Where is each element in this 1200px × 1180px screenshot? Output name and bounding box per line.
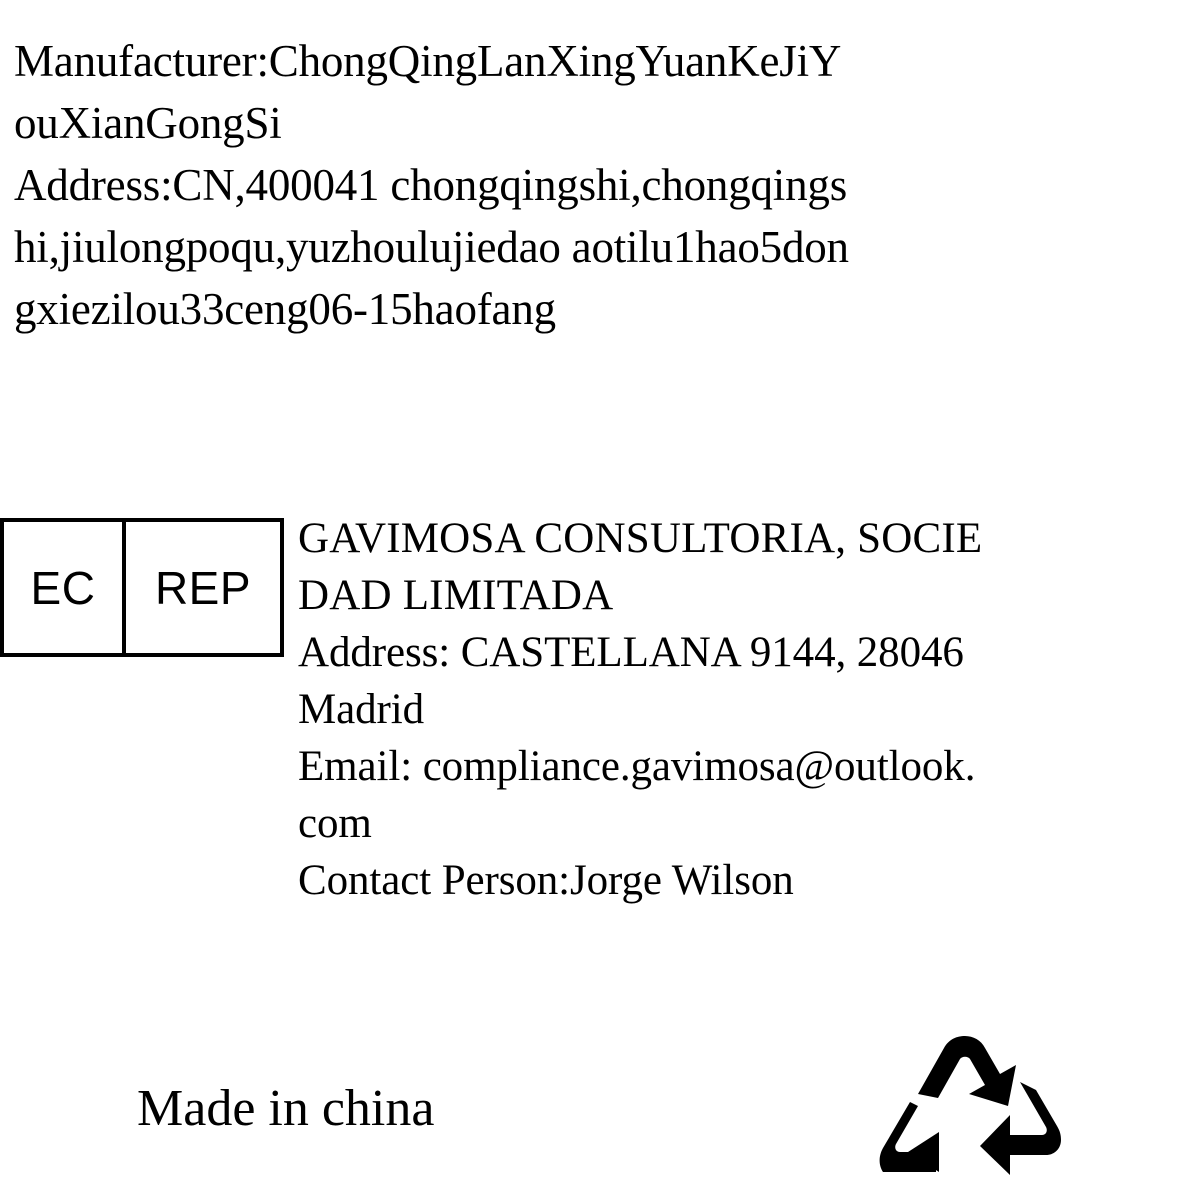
manufacturer-address-line: Address:CN,400041 chongqingshi,chongqings (14, 160, 848, 210)
manufacturer-address-line: gxiezilou33ceng06-15haofang (14, 284, 556, 334)
manufacturer-address-line: hi,jiulongpoqu,yuzhoulujiedao aotilu1hao5don (14, 222, 849, 272)
ec-rep-address-line: Madrid (298, 686, 424, 733)
recycle-icon (840, 1030, 1090, 1175)
ec-rep-badge-rep: REP (154, 561, 252, 614)
manufacturer-block (14, 30, 1189, 340)
ec-rep-email-line: Email: compliance.gavimosa@outlook. (298, 743, 976, 790)
ec-rep-contact-line: Contact Person:Jorge Wilson (298, 857, 794, 904)
ec-rep-symbol (0, 518, 284, 657)
ec-rep-badge-ec: EC (30, 561, 96, 614)
ec-rep-email-line: com (298, 800, 372, 847)
ec-rep-address-line: Address: CASTELLANA 9144, 28046 (298, 629, 964, 676)
ec-rep-details (298, 510, 1188, 909)
made-in-text: Made in china (137, 1080, 435, 1137)
ec-rep-company-line: GAVIMOSA CONSULTORIA, SOCIE (298, 515, 983, 562)
manufacturer-line: Manufacturer:ChongQingLanXingYuanKeJiY (14, 36, 842, 86)
ec-rep-company-line: DAD LIMITADA (298, 572, 614, 619)
manufacturer-line: ouXianGongSi (14, 98, 282, 148)
